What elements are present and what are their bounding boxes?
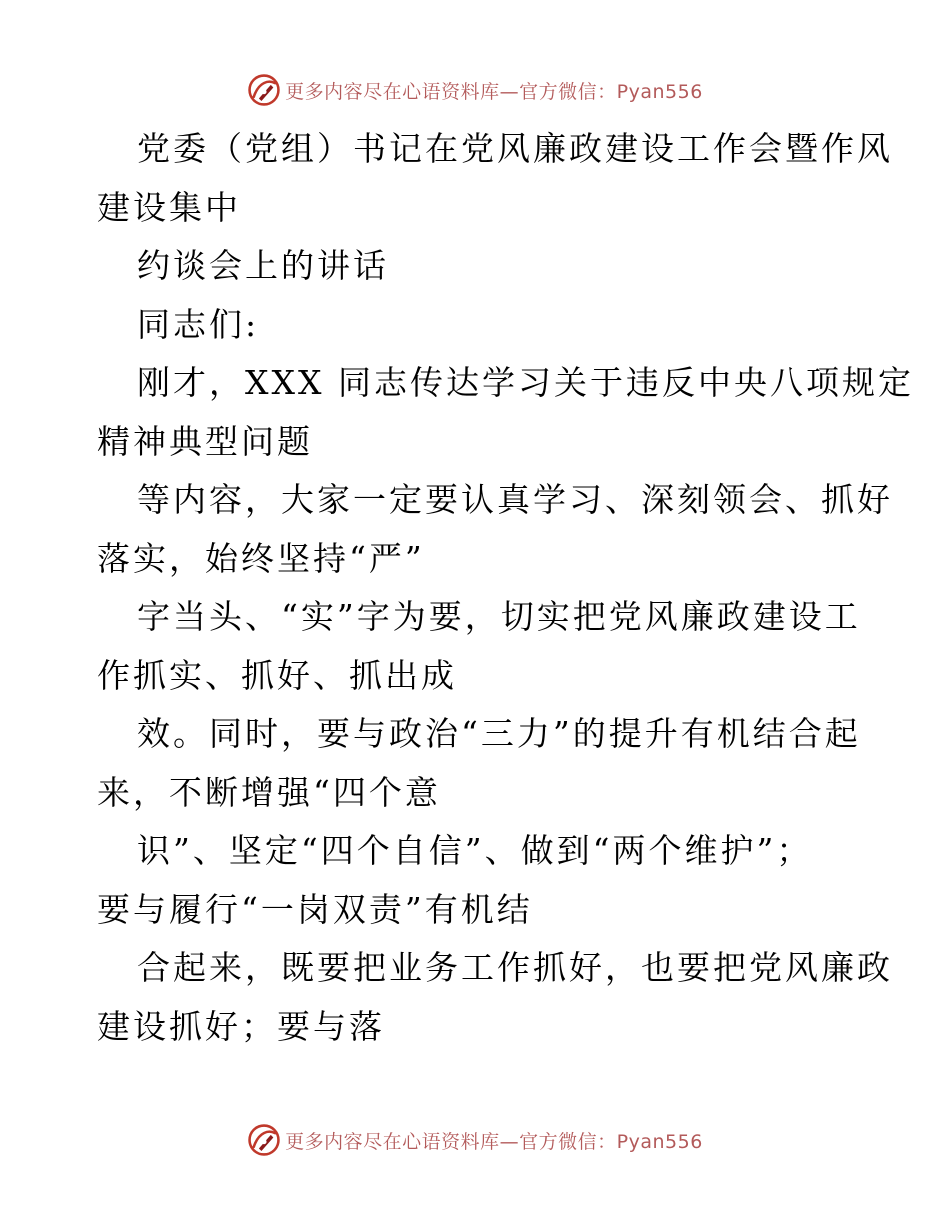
document-body (97, 120, 914, 1056)
paragraph-line: 要与履行“一岗双责”有机结 (97, 889, 533, 929)
header-banner (0, 70, 950, 110)
paragraph-line: 建设抓好；要与落 (97, 1006, 385, 1046)
salutation: 同志们: (137, 304, 260, 344)
paragraph-line: 效。同时，要与政治“三力”的提升有机结合起 (137, 714, 861, 753)
paragraph-line: 精神典型问题 (97, 421, 313, 461)
paragraph-line: 落实，始终坚持“严” (97, 538, 425, 578)
paragraph-line: 刚才，XXX 同志传达学习关于违反中央八项规定 (137, 363, 914, 402)
title-line-3: 约谈会上的讲话 (137, 246, 389, 285)
title-line-2: 建设集中 (97, 187, 241, 227)
paragraph-line: 等内容，大家一定要认真学习、深刻领会、抓好 (137, 480, 893, 519)
paragraph-line: 字当头、“实”字为要，切实把党风廉政建设工 (137, 597, 861, 636)
paragraph-line: 合起来，既要把业务工作抓好，也要把党风廉政 (137, 948, 893, 987)
red-swirl-pen-logo-icon (247, 73, 281, 107)
footer-banner (0, 1120, 950, 1160)
footer-banner-text: 更多内容尽在心语资料库—官方微信：Pyan556 (285, 1130, 703, 1153)
paragraph-line: 识”、坚定“四个自信”、做到“两个维护”； (137, 831, 813, 870)
title-line-1: 党委（党组）书记在党风廉政建设工作会暨作风 (137, 129, 893, 168)
paragraph-line: 作抓实、抓好、抓出成 (97, 655, 457, 695)
paragraph-line: 来，不断增强“四个意 (97, 772, 441, 812)
red-swirl-pen-logo-icon (247, 1123, 281, 1157)
header-banner-text: 更多内容尽在心语资料库—官方微信：Pyan556 (285, 80, 703, 103)
